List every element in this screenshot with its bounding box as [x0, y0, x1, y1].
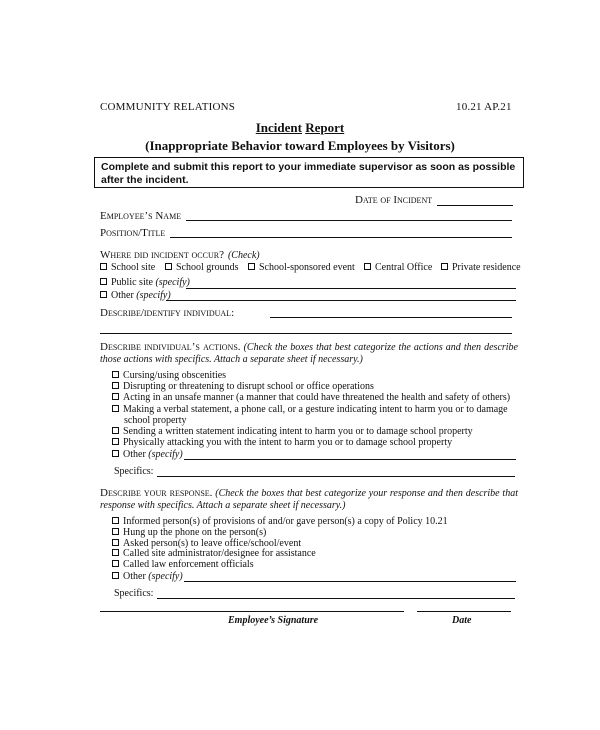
action-label: Making a verbal statement, a phone call, or a gesture indicating intent to harm you or to damage: [123, 404, 508, 415]
action-other[interactable]: [112, 449, 183, 460]
action-label: Other: [123, 449, 146, 460]
checkbox[interactable]: [100, 291, 107, 298]
checkbox[interactable]: [112, 517, 119, 524]
checkbox[interactable]: [100, 263, 107, 270]
position-title-field[interactable]: [170, 237, 512, 238]
where-incident-label: [100, 245, 260, 263]
checkbox[interactable]: [112, 405, 119, 412]
location-label: Public site: [111, 277, 153, 288]
specify-hint: (specify): [148, 449, 183, 460]
checkbox[interactable]: [441, 263, 448, 270]
location-label: Central Office: [375, 262, 433, 273]
location-central-office[interactable]: [364, 262, 432, 273]
location-label: School-sponsored event: [259, 262, 355, 273]
where-check-hint: (Check): [227, 250, 260, 261]
actions-section-description: [100, 341, 518, 366]
date-of-incident-label: Date of Incident: [355, 194, 433, 206]
employee-signature-field[interactable]: [100, 611, 404, 612]
header-left: COMMUNITY RELATIONS: [100, 101, 236, 113]
checkbox[interactable]: [112, 371, 119, 378]
action-label: Physically attacking you with the intent to harm you or to damage school property: [123, 437, 453, 448]
checkbox[interactable]: [112, 572, 119, 579]
title-word-2: Report: [305, 120, 345, 135]
date-of-incident-field[interactable]: [437, 205, 513, 206]
response-label: Other: [123, 571, 146, 582]
location-private-residence[interactable]: [441, 262, 521, 273]
employee-name-label: Employee’s Name: [100, 210, 182, 222]
location-school-grounds[interactable]: [165, 262, 239, 273]
action-item-continuation: school property: [124, 415, 187, 426]
response-lead: Describe your response.: [100, 487, 213, 499]
location-school-event[interactable]: [248, 262, 355, 273]
location-label: School site: [111, 262, 156, 273]
response-section-description: [100, 487, 518, 512]
location-public-site[interactable]: [100, 277, 190, 288]
response-item[interactable]: [112, 516, 448, 527]
describe-individual-label: Describe/identify individual:: [100, 307, 235, 319]
describe-individual-field-1[interactable]: [270, 317, 512, 318]
checkbox[interactable]: [112, 560, 119, 567]
location-school-site[interactable]: [100, 262, 155, 273]
location-label: Other: [111, 290, 134, 301]
describe-individual-field-2[interactable]: [100, 333, 512, 334]
action-item[interactable]: [112, 392, 510, 403]
where-label-text: Where did incident occur?: [100, 249, 224, 261]
response-item[interactable]: [112, 559, 254, 570]
response-label: Informed person(s) of provisions of and/or gave person(s) a copy of Policy 10.21: [123, 516, 448, 527]
checkbox[interactable]: [112, 549, 119, 556]
specify-hint: (specify): [148, 571, 183, 582]
checkbox[interactable]: [112, 528, 119, 535]
checkbox[interactable]: [165, 263, 172, 270]
specify-hint: (specify): [136, 290, 171, 301]
response-other[interactable]: [112, 571, 183, 582]
response-item[interactable]: [112, 548, 316, 559]
actions-instruction: (Check the boxes that best categorize the actions and then describe those actions with specifics. Attach a separate sheet if necessary.): [100, 342, 518, 365]
action-label: Cursing/using obscenities: [123, 370, 227, 381]
checkbox[interactable]: [100, 278, 107, 285]
location-label: School grounds: [176, 262, 239, 273]
instructions-box: Complete and submit this report to your immediate supervisor as soon as possible after the incident.: [94, 157, 524, 188]
actions-specifics-field[interactable]: [157, 476, 515, 477]
response-label: Called law enforcement officials: [123, 559, 254, 570]
response-label: Called site administrator/designee for assistance: [123, 548, 316, 559]
checkbox[interactable]: [112, 393, 119, 400]
action-item[interactable]: [112, 381, 374, 392]
action-label: Sending a written statement indicating intent to harm you or to damage school property: [123, 426, 473, 437]
title-word-1: Incident: [255, 120, 302, 135]
header-right: 10.21 AP.21: [456, 101, 512, 113]
checkbox[interactable]: [112, 539, 119, 546]
employee-name-field[interactable]: [186, 220, 512, 221]
response-item[interactable]: [112, 527, 266, 538]
action-label: Acting in an unsafe manner (a manner that could have threatened the health and safety of others): [123, 392, 511, 403]
response-other-field[interactable]: [184, 581, 516, 582]
actions-lead: Describe individual’s actions.: [100, 341, 241, 353]
signature-date-field[interactable]: [417, 611, 511, 612]
response-label: Asked person(s) to leave office/school/event: [123, 538, 302, 549]
location-other[interactable]: [100, 290, 171, 301]
response-instruction: (Check the boxes that best categorize your response and then describe that response with specifics. Attach a separate sheet if necessary.): [100, 488, 518, 511]
action-other-field[interactable]: [184, 459, 516, 460]
location-label: Private residence: [452, 262, 521, 273]
public-site-field[interactable]: [186, 288, 516, 289]
action-item[interactable]: [112, 404, 508, 415]
checkbox[interactable]: [112, 438, 119, 445]
checkbox[interactable]: [248, 263, 255, 270]
response-specifics-field[interactable]: [157, 598, 515, 599]
page-title: [0, 120, 600, 136]
page-subtitle: (Inappropriate Behavior toward Employees by Visitors): [145, 138, 455, 153]
response-specifics-label: Specifics:: [114, 588, 154, 599]
action-item[interactable]: [112, 426, 473, 437]
action-label: Disrupting or threatening to disrupt school or office operations: [123, 381, 374, 392]
checkbox[interactable]: [112, 450, 119, 457]
signature-date-label: Date: [452, 615, 472, 626]
specify-hint: (specify): [155, 277, 190, 288]
response-label: Hung up the phone on the person(s): [123, 527, 267, 538]
checkbox[interactable]: [112, 427, 119, 434]
checkbox[interactable]: [364, 263, 371, 270]
employee-signature-label: Employee’s Signature: [228, 615, 319, 626]
checkbox[interactable]: [112, 382, 119, 389]
position-title-label: Position/Title: [100, 227, 166, 239]
actions-specifics-label: Specifics:: [114, 466, 154, 477]
location-other-field[interactable]: [166, 300, 516, 301]
action-item[interactable]: [112, 370, 226, 381]
action-item[interactable]: [112, 437, 452, 448]
